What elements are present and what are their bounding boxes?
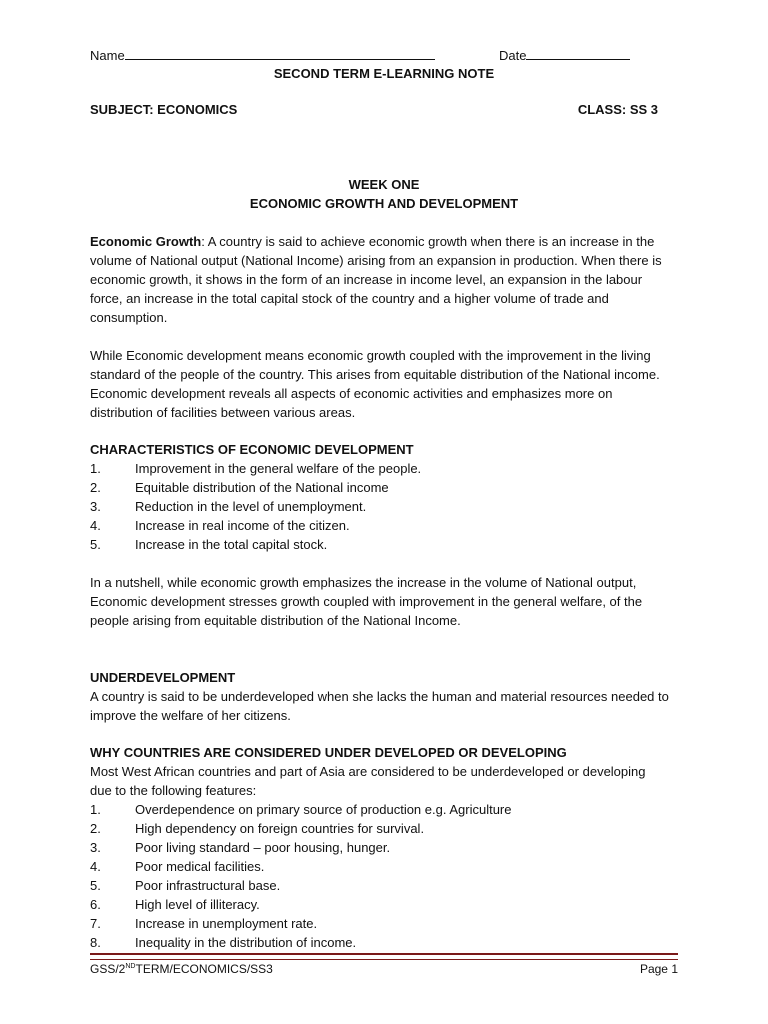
economic-development-paragraph: While Economic development means economic growth coupled with the improvement in the living standard of the people of the country. This arises from equitable distribution of the National income. Economic development reveals all aspects of economic activities and emphasizes more on distribution of facilities between various areas. [90,348,660,420]
list-item [90,838,670,857]
class-label: CLASS: SS 3 [577,102,658,117]
list-item [90,895,670,914]
list-number: 3. [90,840,101,855]
list-number: 6. [90,897,101,912]
list-item [90,933,670,952]
list-text: Increase in real income of the citizen. [135,518,350,533]
list-item [90,800,670,819]
underdevelopment-paragraph: A country is said to be underdeveloped when she lacks the human and material resources needed to improve the welfare of her citizens. [90,689,669,723]
date-blank [526,47,630,60]
list-item [90,914,670,933]
topic-heading: ECONOMIC GROWTH AND DEVELOPMENT [249,196,519,211]
list-item [90,535,670,554]
footer-code-prefix: GSS/2 [90,962,126,976]
footer-divider [90,953,678,960]
why-heading: WHY COUNTRIES ARE CONSIDERED UNDER DEVELOPED OR DEVELOPING [90,745,567,760]
list-text: Poor infrastructural base. [135,878,281,893]
list-text: High level of illiteracy. [135,897,260,912]
list-number: 4. [90,859,101,874]
note-title: SECOND TERM E-LEARNING NOTE [273,66,495,81]
list-item [90,819,670,838]
document-page [90,0,678,1024]
week-heading: WEEK ONE [348,177,420,192]
name-blank [125,47,435,60]
page-number: Page 1 [639,962,678,976]
list-item [90,876,670,895]
list-text: Equitable distribution of the National income [135,480,389,495]
list-number: 8. [90,935,101,950]
list-number: 7. [90,916,101,931]
footer-code-suffix: TERM/ECONOMICS/SS3 [135,962,273,976]
features-list [90,800,670,952]
list-item [90,459,670,478]
list-number: 2. [90,821,101,836]
footer-code-superscript: ND [125,963,136,970]
list-number: 2. [90,480,101,495]
list-text: Overdependence on primary source of production e.g. Agriculture [135,802,512,817]
why-intro-paragraph: Most West African countries and part of Asia are considered to be underdeveloped or developing due to the following features: [90,764,646,798]
footer-code [90,960,273,979]
list-item [90,857,670,876]
underdevelopment-heading: UNDERDEVELOPMENT [90,670,236,685]
list-number: 3. [90,499,101,514]
list-text: Increase in the total capital stock. [135,537,328,552]
list-item [90,497,670,516]
list-item [90,516,670,535]
characteristics-list [90,459,670,554]
nutshell-paragraph: In a nutshell, while economic growth emphasizes the increase in the volume of National output, Economic development stresses growth coupled with improvement in the general welfare, of the people arising from equitable distribution of the National Income. [90,575,643,628]
economic-growth-paragraph [90,232,670,327]
list-text: Inequality in the distribution of income. [135,935,357,950]
list-number: 1. [90,461,101,476]
date-label: Date [499,48,527,63]
list-text: Improvement in the general welfare of the people. [135,461,422,476]
list-text: Poor living standard – poor housing, hunger. [135,840,391,855]
list-text: High dependency on foreign countries for survival. [135,821,425,836]
list-item [90,478,670,497]
list-number: 5. [90,878,101,893]
subject-label: SUBJECT: ECONOMICS [90,102,238,117]
list-text: Increase in unemployment rate. [135,916,318,931]
list-text: Reduction in the level of unemployment. [135,499,367,514]
list-number: 1. [90,802,101,817]
name-label: Name [90,48,125,63]
characteristics-heading: CHARACTERISTICS OF ECONOMIC DEVELOPMENT [90,442,414,457]
economic-growth-term: Economic Growth [90,234,202,249]
list-text: Poor medical facilities. [135,859,265,874]
date-field-line [499,46,630,65]
economic-growth-text: : A country is said to achieve economic growth when there is an increase in the volume of National output (National Income) arising from an expansion in production. When there is economic growth, it shows in the form of an increase in income level, an expansion in the labour force, an increase in the total capital stock of the country and a higher volume of trade and consumption. [90,234,662,325]
list-number: 4. [90,518,101,533]
list-number: 5. [90,537,101,552]
